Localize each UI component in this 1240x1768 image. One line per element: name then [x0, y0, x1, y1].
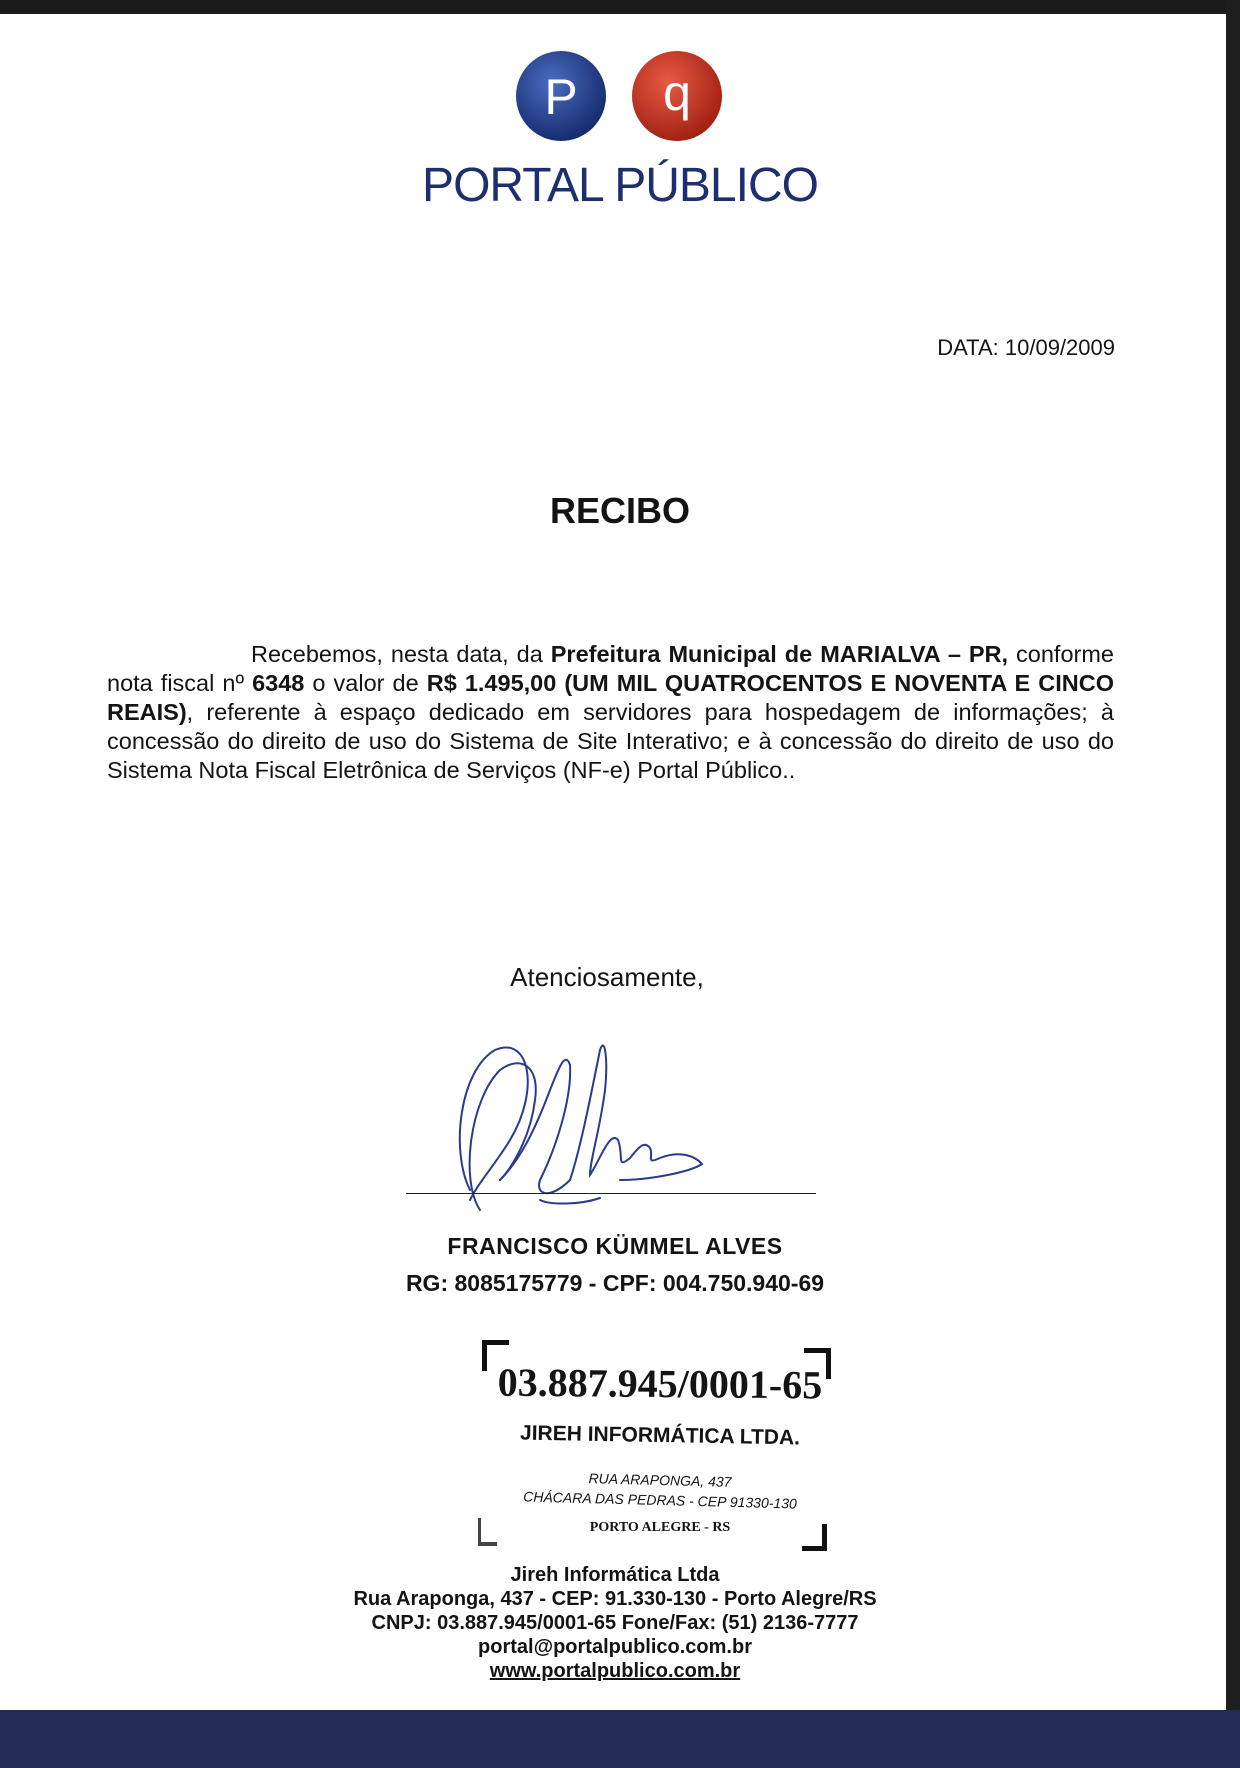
logo-letter-q: q: [663, 65, 691, 121]
logo-letter-p: P: [544, 69, 578, 125]
footer-company: Jireh Informática Ltda: [510, 1564, 720, 1586]
signer-ids: RG: 8085175779 - CPF: 004.750.940-69: [405, 1270, 825, 1296]
footer-website-link[interactable]: www.portalpublico.com.br: [489, 1660, 741, 1682]
stamp-street: RUA ARAPONGA, 437: [588, 1470, 732, 1490]
portal-publico-logo: [515, 48, 725, 144]
invoice-number: 6348: [252, 670, 305, 696]
footer-address: Rua Araponga, 437 - CEP: 91.330-130 - Porto Alegre/RS: [353, 1588, 877, 1610]
receipt-body: [107, 640, 1114, 785]
body-text-3: o valor de: [304, 670, 427, 696]
scan-border-top: [0, 0, 1240, 14]
stamp-district: CHÁCARA DAS PEDRAS - CEP 91330-130: [523, 1488, 797, 1512]
company-stamp: [470, 1330, 850, 1560]
date-line: DATA: 10/09/2009: [937, 335, 1115, 360]
amount: R$ 1.495,00 (UM MIL QUATROCENTOS E NOVENTA E CINCO REAIS): [107, 670, 1114, 725]
footer-cnpj-phone: CNPJ: 03.887.945/0001-65 Fone/Fax: (51) 2136-7777: [371, 1612, 859, 1634]
stamp-city: PORTO ALEGRE - RS: [589, 1520, 731, 1535]
signer-name: FRANCISCO KÜMMEL ALVES: [447, 1233, 783, 1259]
body-text-2: conforme nota fiscal nº: [107, 641, 1115, 696]
scan-border-right: [1226, 0, 1240, 1768]
body-text-1: Recebemos, nesta data, da: [251, 641, 551, 667]
receipt-paragraph: [107, 640, 1114, 785]
footer-email[interactable]: portal@portalpublico.com.br: [478, 1636, 752, 1658]
handwritten-signature: [440, 1030, 780, 1220]
stamp-company: JIREH INFORMÁTICA LTDA.: [519, 1421, 801, 1450]
brand-name: PORTAL PÚBLICO: [422, 159, 818, 212]
body-text-4: , referente à espaço dedicado em servidores para hospedagem de informações; à concessão do direito de uso do Sistema de Site Interativo; e à concessão do direito de uso do Sistema Nota Fiscal Eletrônica de Serviços (NF-e) Portal Público..: [107, 699, 1114, 783]
footer: [0, 1563, 1230, 1683]
payer-name: Prefeitura Municipal de MARIALVA – PR,: [550, 641, 1009, 667]
document-title: RECIBO: [549, 490, 690, 531]
signature-line: [406, 1193, 816, 1194]
closing: Atenciosamente,: [510, 962, 704, 992]
stamp-cnpj: 03.887.945/0001-65: [497, 1359, 823, 1408]
bottom-band: [0, 1710, 1240, 1768]
